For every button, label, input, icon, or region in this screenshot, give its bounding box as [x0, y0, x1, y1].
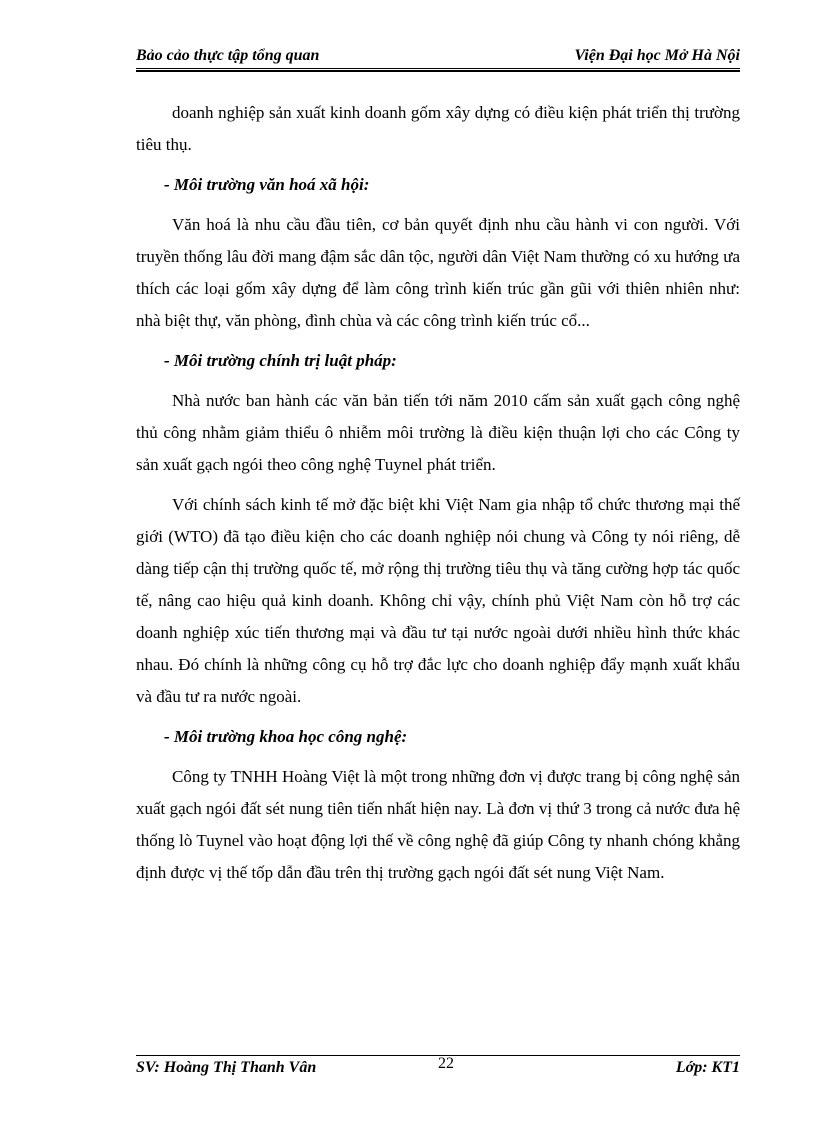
header-institution: Viện Đại học Mở Hà Nội: [574, 47, 740, 64]
footer-class: Lớp: KT1: [675, 1059, 740, 1076]
paragraph-technology: Công ty TNHH Hoàng Việt là một trong những đơn vị được trang bị công nghệ sản xuất gạch ngói đất sét nung tiên tiến nhất hiện nay. Là đơn vị thứ 3 trong cả nước đưa hệ thống lò Tuynel vào hoạt động lợi thế về công nghệ đã giúp Công ty nhanh chóng khẳng định được vị thế tốp dẫn đầu trên thị trường gạch ngói đất sét nung Việt Nam.: [136, 767, 740, 882]
heading-political-environment: - Môi trường chính trị luật pháp:: [164, 351, 397, 370]
paragraph-intro: doanh nghiệp sản xuất kinh doanh gốm xây dựng có điều kiện phát triển thị trường tiêu thụ.: [136, 103, 740, 154]
page-number: 22: [438, 1055, 454, 1072]
footer-student: SV: Hoàng Thị Thanh Vân: [136, 1059, 317, 1076]
page-header: [136, 44, 740, 69]
paragraph-economic-policy: Với chính sách kinh tế mở đặc biệt khi Việt Nam gia nhập tổ chức thương mại thế giới (WTO) đã tạo điều kiện cho các doanh nghiệp nói chung và Công ty nói riêng, dễ dàng tiếp cận thị trường quốc tế, mở rộng thị trường tiêu thụ và tăng cường hợp tác quốc tế, nâng cao hiệu quả kinh doanh. Không chỉ vậy, chính phủ Việt Nam còn hỗ trợ các doanh nghiệp xúc tiến thương mại và đầu tư tại nước ngoài dưới nhiều hình thức khác nhau. Đó chính là những công cụ hỗ trợ đắc lực cho doanh nghiệp đẩy mạnh xuất khẩu và đầu tư ra nước ngoài.: [136, 495, 740, 706]
paragraph-culture: Văn hoá là nhu cầu đầu tiên, cơ bản quyết định nhu cầu hành vi con người. Với truyền thống lâu đời mang đậm sắc dân tộc, người dân Việt Nam thường có xu hướng ưa thích các loại gốm xây dựng để làm công trình kiến trúc gần gũi với thiên nhiên như: nhà biệt thự, văn phòng, đình chùa và các công trình kiến trúc cổ...: [136, 215, 740, 330]
heading-cultural-environment: - Môi trường văn hoá xã hội:: [164, 175, 370, 194]
header-report-title: Bảo cảo thực tập tổng quan: [136, 47, 320, 64]
paragraph-law: Nhà nước ban hành các văn bản tiến tới năm 2010 cấm sản xuất gạch công nghệ thủ công nhằm giảm thiểu ô nhiễm môi trường là điều kiện thuận lợi cho các Công ty sản xuất gạch ngói theo công nghệ Tuynel phát triển.: [136, 391, 740, 474]
page-body: [136, 97, 740, 897]
heading-technology-environment: - Môi trường khoa học công nghệ:: [164, 727, 408, 746]
header-divider: [136, 70, 740, 72]
page-footer: [136, 1056, 740, 1080]
